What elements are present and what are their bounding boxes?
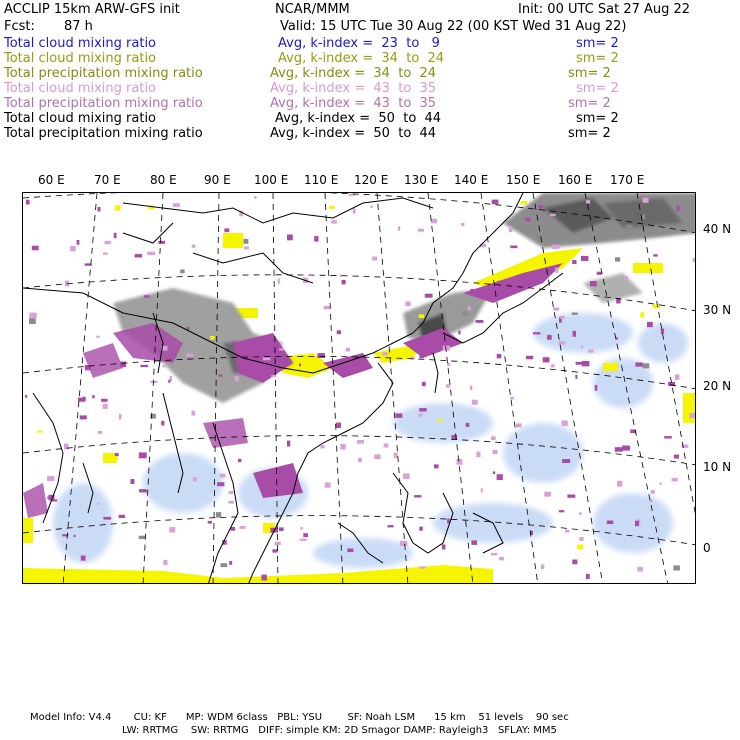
- cloud-speck: [139, 452, 147, 458]
- cloud-speck: [418, 229, 424, 232]
- cloud-speck: [119, 414, 122, 420]
- cloud-speck: [543, 357, 550, 362]
- cloud-speck: [103, 517, 111, 520]
- cloud-speck: [193, 477, 197, 481]
- cloud-speck: [263, 489, 265, 492]
- cloud-speck: [47, 476, 54, 481]
- cloud-speck: [105, 241, 111, 244]
- cloud-speck: [419, 408, 427, 411]
- cloud-speck: [394, 453, 398, 459]
- cloud-speck: [224, 228, 229, 232]
- field-name: Total cloud mixing ratio: [4, 111, 157, 126]
- cloud-speck: [419, 414, 423, 417]
- lon-label: 60 E: [38, 173, 65, 187]
- field-k-index: Avg, k-index = 50 to 44: [275, 111, 442, 126]
- cloud-speck: [358, 458, 362, 462]
- cloud-speck: [693, 258, 697, 262]
- cloud-speck: [521, 201, 528, 204]
- cloud-speck: [103, 253, 108, 255]
- cloud-speck: [98, 431, 103, 434]
- cloud-speck: [254, 196, 257, 199]
- lon-label: 70 E: [94, 173, 121, 187]
- lon-label: 150 E: [506, 173, 541, 187]
- cloud-speck: [243, 239, 248, 244]
- cloud-speck: [161, 421, 164, 426]
- field-k-index: Avg, k-index = 50 to 44: [270, 126, 437, 141]
- cloud-speck: [470, 289, 473, 294]
- cloud-speck: [493, 471, 495, 474]
- cloud-speck: [229, 491, 234, 494]
- field-smoothing: sm= 2: [576, 111, 619, 126]
- cloud-speck: [114, 233, 117, 238]
- cloud-speck: [560, 316, 565, 319]
- lat-label: 20 N: [703, 379, 732, 393]
- cloud-speck: [414, 495, 421, 497]
- cloud-speck: [588, 350, 593, 353]
- field-smoothing: sm= 2: [576, 81, 619, 96]
- cloud-speck: [555, 268, 558, 273]
- cloud-speck: [80, 415, 87, 419]
- cloud-speck: [491, 553, 497, 555]
- cloud-speck: [635, 521, 639, 526]
- cloud-speck: [577, 545, 583, 550]
- cloud-speck: [553, 308, 559, 311]
- cloud-speck: [581, 346, 583, 348]
- cloud-speck: [321, 445, 325, 448]
- cloud-speck: [331, 220, 337, 223]
- cloud-speck: [442, 544, 446, 549]
- cloud-speck: [37, 431, 43, 433]
- cloud-speck: [139, 536, 145, 539]
- cloud-speck: [299, 364, 301, 367]
- cloud-speck: [347, 549, 353, 553]
- lon-label: 100 E: [254, 173, 289, 187]
- cloud-speck: [150, 381, 157, 383]
- cloud-speck: [374, 454, 380, 459]
- cloud-speck: [103, 404, 108, 409]
- cloud-speck: [357, 440, 364, 444]
- cloud-speck: [476, 320, 484, 323]
- cloud-speck: [340, 444, 345, 450]
- cloud-speck: [115, 205, 120, 211]
- cloud-speck: [573, 331, 577, 337]
- cloud-speck: [97, 207, 100, 212]
- cloud-speck: [163, 365, 166, 367]
- cloud-speck: [559, 341, 566, 344]
- cloud-speck: [637, 567, 643, 572]
- cloud-speck: [664, 436, 672, 438]
- cloud-speck: [674, 455, 679, 459]
- cloud-speck: [140, 365, 148, 367]
- cloud-speck: [395, 413, 402, 418]
- field-smoothing: sm= 2: [568, 126, 611, 141]
- cloud-speck: [115, 453, 119, 456]
- cloud-speck: [168, 380, 170, 383]
- cloud-speck: [615, 257, 620, 261]
- cloud-speck: [622, 446, 630, 451]
- fcst-value: 87 h: [64, 19, 93, 34]
- valid-time: Valid: 15 UTC Tue 30 Aug 22 (00 KST Wed 31 Aug 22): [280, 19, 627, 34]
- cloud-speck: [135, 254, 142, 257]
- lon-label: 130 E: [404, 173, 439, 187]
- cloud-speck: [287, 441, 290, 447]
- cloud-speck: [217, 482, 224, 486]
- cloud-speck: [615, 447, 623, 452]
- cloud-speck: [661, 329, 664, 334]
- cloud-speck: [340, 275, 342, 277]
- lon-label: 170 E: [610, 173, 645, 187]
- field-k-index: Avg, k-index = 34 to 24: [270, 66, 437, 81]
- cloud-speck: [173, 203, 180, 207]
- cloud-speck: [539, 205, 544, 209]
- cloud-speck: [278, 279, 280, 284]
- cloud-speck: [77, 240, 80, 245]
- cloud-speck: [497, 354, 502, 359]
- cloud-speck: [96, 336, 99, 338]
- cloud-speck: [279, 527, 284, 531]
- cloud-speck: [325, 483, 331, 488]
- lon-label: 90 E: [204, 173, 231, 187]
- lat-label: 30 N: [703, 303, 732, 317]
- field-k-index: Avg, k-index = 43 to 35: [270, 81, 437, 96]
- cloud-speck: [677, 206, 680, 212]
- cloud-speck: [547, 335, 552, 340]
- footer-physics-info: LW: RRTMG SW: RRTMG DIFF: simple KM: 2D Smagor DAMP: Rayleigh3 SFLAY: MM5: [122, 725, 557, 736]
- cloud-speck: [192, 245, 196, 248]
- cloud-speck: [643, 214, 646, 219]
- cloud-speck: [472, 400, 478, 405]
- cloud-speck: [342, 280, 346, 285]
- cloud-speck: [29, 313, 36, 318]
- cloud-speck: [238, 459, 242, 462]
- cloud-speck: [552, 245, 559, 249]
- cloud-speck: [329, 206, 335, 209]
- cloud-speck: [47, 497, 50, 499]
- cloud-speck: [434, 464, 439, 468]
- cloud-speck: [272, 549, 277, 552]
- cloud-speck: [290, 470, 295, 473]
- cloud-speck: [317, 353, 325, 358]
- cloud-speck: [147, 252, 155, 255]
- cloud-speck: [643, 198, 649, 203]
- field-name: Total cloud mixing ratio: [4, 36, 157, 51]
- cloud-speck: [457, 459, 463, 465]
- cloud-speck: [579, 537, 583, 541]
- cloud-speck: [586, 200, 590, 203]
- cloud-speck: [25, 395, 27, 398]
- cloud-speck: [139, 489, 147, 492]
- cloud-speck: [279, 348, 284, 350]
- cloud-speck: [595, 385, 598, 391]
- cloud-speck: [216, 512, 221, 518]
- cloud-speck: [438, 420, 443, 423]
- cloud-speck: [187, 327, 189, 330]
- cloud-speck: [144, 295, 150, 297]
- cloud-speck: [643, 363, 650, 368]
- lon-label: 80 E: [150, 173, 177, 187]
- cloud-speck: [461, 223, 465, 226]
- cloud-speck: [208, 521, 212, 524]
- cloud-speck: [346, 348, 350, 352]
- cloud-speck: [29, 318, 36, 324]
- cloud-speck: [314, 236, 318, 242]
- cloud-speck: [398, 226, 400, 231]
- cloud-speck: [74, 535, 76, 537]
- cloud-speck: [422, 382, 426, 386]
- cloud-speck: [425, 294, 433, 298]
- lat-label: 0: [703, 541, 711, 555]
- cloud-speck: [419, 527, 423, 531]
- cloud-speck: [221, 563, 228, 567]
- cloud-speck: [244, 246, 249, 249]
- cloud-speck: [26, 200, 30, 205]
- cloud-speck: [219, 375, 223, 377]
- lat-label: 40 N: [703, 222, 732, 236]
- cloud-speck: [97, 503, 99, 505]
- field-k-index: Avg, k-index = 43 to 35: [270, 96, 437, 111]
- footer-model-info: Model Info: V4.4 CU: KF MP: WDM 6class PBL: YSU SF: Noah LSM 15 km 51 levels 90 sec: [30, 712, 569, 723]
- cloud-speck: [235, 376, 239, 381]
- lon-label: 110 E: [304, 173, 339, 187]
- cloud-speck: [443, 346, 450, 351]
- cloud-speck: [635, 362, 642, 366]
- cloud-speck: [559, 510, 565, 512]
- lon-label: 120 E: [354, 173, 389, 187]
- cloud-speck: [597, 272, 602, 275]
- cloud-speck: [458, 331, 460, 335]
- cloud-speck: [229, 561, 232, 565]
- cloud-speck: [403, 473, 410, 479]
- cloud-speck: [336, 423, 341, 428]
- cloud-speck: [275, 542, 281, 545]
- cloud-speck: [446, 384, 450, 387]
- cloud-speck: [617, 481, 622, 487]
- cloud-speck: [672, 478, 678, 481]
- cloud-speck: [372, 257, 377, 261]
- cloud-speck: [509, 226, 513, 232]
- plot-title: ACCLIP 15km ARW-GFS init: [4, 2, 180, 17]
- field-name: Total precipitation mixing ratio: [4, 126, 203, 141]
- cloud-speck: [640, 312, 644, 317]
- cloud-speck: [303, 533, 308, 537]
- cloud-speck: [158, 241, 165, 244]
- cloud-speck: [447, 363, 450, 367]
- cloud-speck: [653, 305, 660, 309]
- cloud-speck: [163, 560, 167, 565]
- cloud-speck: [232, 341, 235, 343]
- init-time: Init: 00 UTC Sat 27 Aug 22: [518, 2, 691, 17]
- cloud-speck: [491, 436, 496, 440]
- cloud-speck: [590, 281, 597, 286]
- cloud-speck: [101, 399, 108, 402]
- cloud-speck: [673, 565, 680, 570]
- cloud-speck: [575, 375, 577, 379]
- cloud-speck: [476, 452, 480, 458]
- field-k-index: Avg, k-index = 34 to 24: [278, 51, 445, 66]
- cloud-speck: [186, 354, 193, 357]
- cloud-speck: [516, 423, 522, 427]
- cloud-speck: [572, 313, 578, 315]
- lat-label: 10 N: [703, 460, 732, 474]
- cloud-speck: [353, 208, 356, 213]
- field-k-index: Avg, k-index = 23 to 9: [278, 36, 440, 51]
- cloud-speck: [497, 474, 503, 480]
- cloud-speck: [81, 556, 86, 561]
- cloud-speck: [626, 225, 633, 228]
- cloud-speck: [382, 352, 388, 355]
- field-name: Total cloud mixing ratio: [4, 81, 157, 96]
- map-svg: [23, 193, 696, 584]
- cloud-speck: [493, 450, 498, 454]
- cloud-speck: [78, 398, 85, 402]
- cloud-speck: [562, 459, 570, 463]
- field-smoothing: sm= 2: [568, 96, 611, 111]
- cloud-speck: [32, 246, 39, 251]
- cloud-speck: [220, 474, 226, 478]
- cloud-speck: [647, 322, 653, 327]
- cloud-speck: [607, 521, 613, 525]
- cloud-speck: [131, 479, 135, 484]
- cloud-speck: [572, 260, 576, 264]
- cloud-speck: [271, 375, 276, 377]
- cloud-speck: [675, 374, 680, 380]
- cloud-speck: [120, 362, 126, 368]
- cloud-speck: [625, 276, 628, 280]
- cloud-speck: [579, 512, 582, 514]
- cloud-speck: [581, 256, 588, 261]
- cloud-speck: [492, 200, 499, 205]
- cloud-speck: [690, 413, 696, 418]
- cloud-speck: [400, 541, 408, 546]
- cloud-speck: [300, 527, 303, 529]
- cloud-speck: [659, 483, 661, 485]
- cloud-speck: [462, 311, 468, 316]
- field-name: Total cloud mixing ratio: [4, 51, 157, 66]
- cloud-speck: [550, 214, 556, 216]
- cloud-speck: [567, 495, 575, 498]
- field-name: Total precipitation mixing ratio: [4, 96, 203, 111]
- cloud-speck: [324, 306, 330, 309]
- field-smoothing: sm= 2: [576, 51, 619, 66]
- cloud-speck: [384, 444, 389, 448]
- cloud-speck: [431, 219, 437, 224]
- cloud-speck: [510, 246, 517, 249]
- cloud-speck: [51, 499, 57, 501]
- cloud-speck: [614, 196, 618, 200]
- cloud-speck: [263, 357, 271, 360]
- cloud-speck: [572, 560, 577, 565]
- cloud-speck: [210, 336, 215, 340]
- lon-label: 160 E: [558, 173, 593, 187]
- cloud-speck: [419, 566, 425, 568]
- cloud-speck: [70, 246, 76, 252]
- cloud-speck: [544, 492, 551, 497]
- cloud-speck: [525, 218, 531, 222]
- cloud-speck: [498, 281, 504, 285]
- cloud-speck: [192, 411, 196, 416]
- cloud-speck: [388, 525, 394, 527]
- cloud-speck: [565, 530, 569, 533]
- cloud-speck: [471, 540, 477, 545]
- cloud-speck: [551, 364, 555, 367]
- cloud-speck: [481, 488, 483, 492]
- cloud-speck: [92, 395, 95, 398]
- cloud-speck: [533, 332, 540, 334]
- cloud-speck: [468, 306, 471, 310]
- lon-label: 140 E: [454, 173, 489, 187]
- field-name: Total precipitation mixing ratio: [4, 66, 203, 81]
- cloud-speck: [470, 385, 472, 390]
- field-smoothing: sm= 2: [568, 66, 611, 81]
- cloud-speck: [479, 289, 482, 292]
- cloud-speck: [653, 254, 657, 256]
- field-smoothing: sm= 2: [576, 36, 619, 51]
- map-panel: [22, 192, 696, 584]
- cloud-speck: [287, 235, 293, 241]
- cloud-speck: [228, 501, 234, 504]
- cloud-speck: [433, 348, 436, 351]
- cloud-speck: [337, 330, 341, 334]
- cloud-speck: [419, 354, 423, 358]
- cloud-speck: [169, 527, 175, 532]
- cloud-speck: [499, 557, 504, 561]
- cloud-speck: [651, 490, 655, 494]
- cloud-speck: [576, 362, 583, 365]
- cloud-speck: [371, 206, 373, 208]
- cloud-speck: [261, 575, 267, 581]
- fcst-label: Fcst:: [4, 19, 35, 34]
- cloud-speck: [240, 526, 246, 529]
- cloud-speck: [405, 302, 410, 307]
- plot-center: NCAR/MMM: [275, 2, 350, 17]
- cloud-speck: [541, 564, 544, 569]
- cloud-speck: [119, 515, 126, 518]
- cloud-speck: [586, 574, 590, 579]
- cloud-speck: [510, 397, 514, 400]
- cloud-speck: [419, 314, 425, 318]
- cloud-speck: [300, 539, 307, 541]
- cloud-speck: [180, 269, 184, 273]
- cloud-speck: [562, 421, 568, 426]
- cloud-speck: [526, 356, 533, 360]
- cloud-speck: [466, 423, 470, 427]
